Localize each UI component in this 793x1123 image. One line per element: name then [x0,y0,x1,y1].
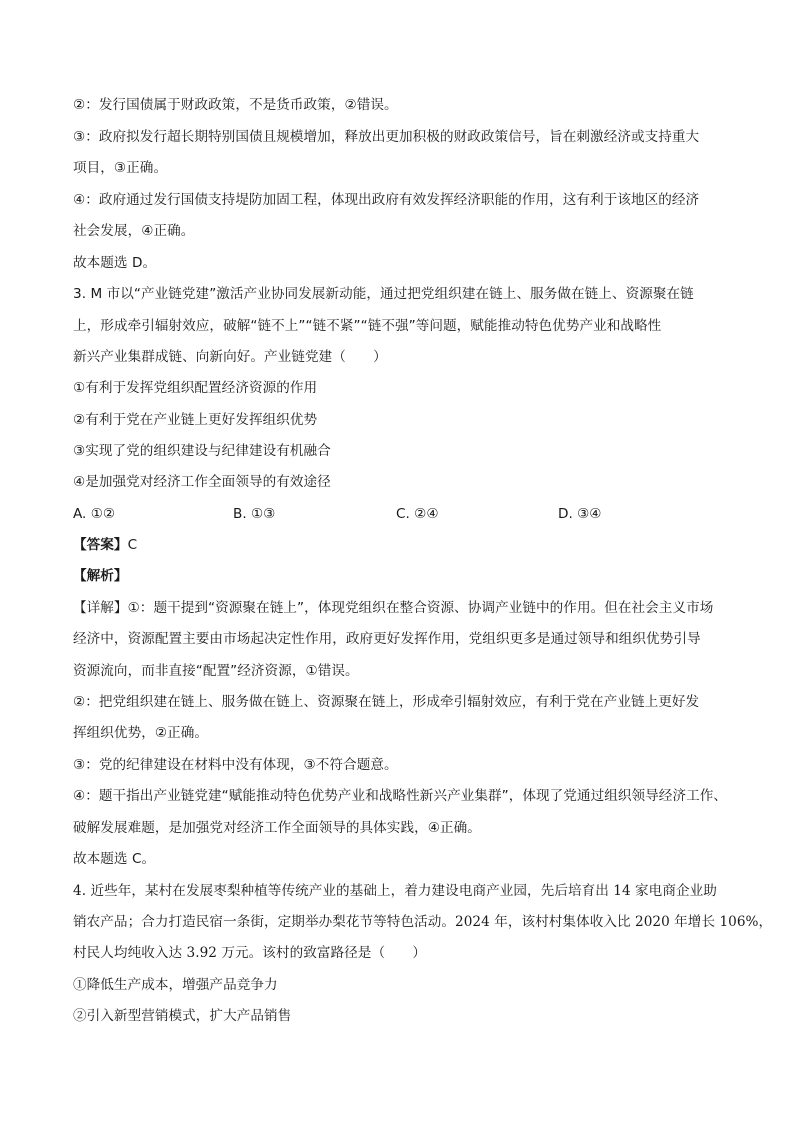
detail-line: 挥组织优势，②正确。 [73,725,209,741]
question-3-statement: ④是加强党对经济工作全面领导的有效途径 [73,474,331,490]
detail-line: ④：题干指出产业链党建“赋能推动特色优势产业和战略性新兴产业集群”，体现了党通过组织领导经济工作、 [73,788,728,804]
question-3-statement: ③实现了党的组织建设与纪律建设有机融合 [73,443,331,459]
question-3-stem: 上，形成牵引辐射效应，破解“链不上”“链不紧”“链不强”等问题，赋能推动特色优势产业和战略性 [73,318,662,334]
detail-line: 经济中，资源配置主要由市场起决定性作用，政府更好发挥作用，党组织更多是通过领导和组织优势引导 [73,631,701,647]
question-3-stem: 新兴产业集群成链、向新向好。产业链党建（ ） [73,349,387,365]
question-4-statement: ①降低生产成本，增强产品竞争力 [73,977,278,993]
question-4-stem: 村民人均纯收入达 3.92 万元。该村的致富路径是（ ） [73,945,427,961]
conclusion-line: 故本题选 D。 [73,255,157,271]
question-3-stem: 3. M 市以“产业链党建”激活产业协同发展新动能，通过把党组织建在链上、服务做在链上、资源聚在链 [73,286,694,302]
question-4-statement: ②引入新型营销模式，扩大产品销售 [73,1008,292,1024]
detail-line: 破解发展难题，是加强党对经济工作全面领导的具体实践，④正确。 [73,820,481,836]
question-4-stem: 4. 近些年，某村在发展枣梨种植等传统产业的基础上，着力建设电商产业园，先后培育出 14 家电商企业助 [73,883,717,899]
choice-b: B. ①③ [233,506,276,522]
analysis-line: 社会发展，④正确。 [73,223,195,239]
choice-d: D. ③④ [558,506,602,522]
analysis-line: ②：发行国债属于财政政策，不是货币政策，②错误。 [73,97,398,113]
conclusion-line: 故本题选 C。 [73,851,156,867]
detail-line: 资源流向，而非直接“配置”经济资源，①错误。 [73,663,359,679]
answer-value: C [127,537,138,553]
detail-line: 【详解】①：题干提到“资源聚在链上”，体现党组织在整合资源、协调产业链中的作用。但在社会主义市场 [73,600,714,616]
answer-label: 【答案】 [73,537,128,553]
choice-a: A. ①② [73,506,116,522]
answer-line [73,536,137,554]
detail-line: ③：党的纪律建设在材料中没有体现，③不符合题意。 [73,757,398,773]
question-3-statement: ②有利于党在产业链上更好发挥组织优势 [73,412,318,428]
analysis-line: 项目，③正确。 [73,160,168,176]
analysis-line: ④：政府通过发行国债支持堤防加固工程，体现出政府有效发挥经济职能的作用，这有利于该地区的经济 [73,192,700,208]
analysis-line: ③：政府拟发行超长期特别国债且规模增加，释放出更加积极的财政政策信号，旨在刺激经济或支持重大 [73,129,700,145]
choice-c: C. ②④ [396,506,439,522]
detail-line: ②：把党组织建在链上、服务做在链上、资源聚在链上，形成牵引辐射效应，有利于党在产业链上更好发 [73,694,700,710]
analysis-label: 【解析】 [73,568,128,584]
question-3-statement: ①有利于发挥党组织配置经济资源的作用 [73,380,318,396]
question-4-stem: 销农产品；合力打造民宿一条街，定期举办梨花节等特色活动。2024 年，该村村集体收入比 2020 年增长 106%， [73,914,773,930]
